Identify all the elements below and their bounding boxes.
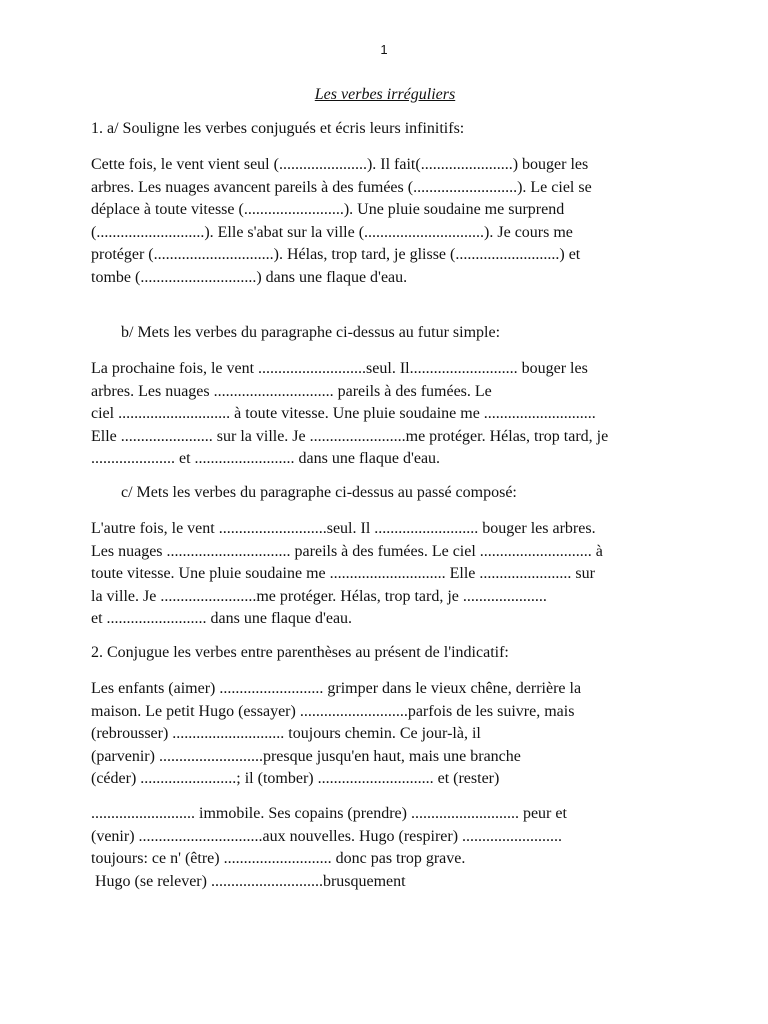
paragraph-line: .......................... immobile. Ses copains (prendre) ........................... peur et [91,805,567,822]
paragraph-line: la ville. Je ........................me protéger. Hélas, trop tard, je ..................... [91,587,547,605]
paragraph-line: Cette fois, le vent vient seul (......................). Il fait(.......................) bouger les [91,156,589,173]
paragraph-line: Les nuages ............................... pareils à des fumées. Le ciel ............................ à [91,542,603,560]
exercise-1a-heading: 1. a/ Souligne les verbes conjugués et écris leurs infinitifs: [91,120,465,137]
paragraph-line: ciel ............................ à toute vitesse. Une pluie soudaine me ............................ [91,405,596,422]
paragraph-line: toute vitesse. Une pluie soudaine me ............................. Elle ....................... sur [91,565,595,582]
exercise-2-heading: 2. Conjugue les verbes entre parenthèses au présent de l'indicatif: [91,644,509,661]
paragraph-line: L'autre fois, le vent ...........................seul. Il .......................... bouger les arbres. [91,520,596,537]
exercise-1c-heading: c/ Mets les verbes du paragraphe ci-dessus au passé composé: [121,484,517,501]
paragraph-line: (rebrousser) ............................ toujours chemin. Ce jour-là, il [91,725,481,742]
paragraph-line: protéger (..............................). Hélas, trop tard, je glisse (..........................) et [91,246,581,263]
exercise-2-paragraph-b [91,803,691,893]
paragraph-line: ..................... et ......................... dans une flaque d'eau. [91,450,441,467]
paragraph-line: Elle ....................... sur la ville. Je ........................me protéger. Hélas, trop tard, je [91,427,609,445]
paragraph-line: toujours: ce n' (être) ........................... donc pas trop grave. [91,850,466,867]
paragraph-line: La prochaine fois, le vent ...........................seul. Il........................... bouger les [91,360,588,377]
document-title: Les verbes irréguliers [314,86,456,103]
paragraph-line: (céder) ........................; il (tomber) ............................. et (rester) [91,770,500,787]
paragraph-line: (...........................). Elle s'abat sur la ville (..............................). Je cours me [91,223,573,241]
paragraph-line: déplace à toute vitesse (.........................). Une pluie soudaine me surprend [91,201,565,218]
exercise-2-paragraph-a [91,678,691,791]
paragraph-line: arbres. Les nuages avancent pareils à des fumées (..........................). Le ciel se [91,178,592,196]
exercise-1c-paragraph [91,518,691,631]
paragraph-line: (venir) ...............................aux nouvelles. Hugo (respirer) ......................... [91,827,563,845]
page-number: 1 [380,42,388,57]
paragraph-line: tombe (.............................) dans une flaque d'eau. [91,268,408,286]
exercise-1b-paragraph [91,358,691,471]
paragraph-line: et ......................... dans une flaque d'eau. [91,610,353,627]
paragraph-line: (parvenir) ..........................presque jusqu'en haut, mais une branche [91,747,521,765]
paragraph-line: Les enfants (aimer) .......................... grimper dans le vieux chêne, derrière la [91,680,582,697]
exercise-1b-heading: b/ Mets les verbes du paragraphe ci-dessus au futur simple: [121,324,501,341]
exercise-1a-paragraph [91,154,691,289]
paragraph-line: maison. Le petit Hugo (essayer) ...........................parfois de les suivre, mais [91,702,575,720]
paragraph-line: Hugo (se relever) ............................brusquement [95,872,406,890]
paragraph-line: arbres. Les nuages .............................. pareils à des fumées. Le [91,382,492,400]
